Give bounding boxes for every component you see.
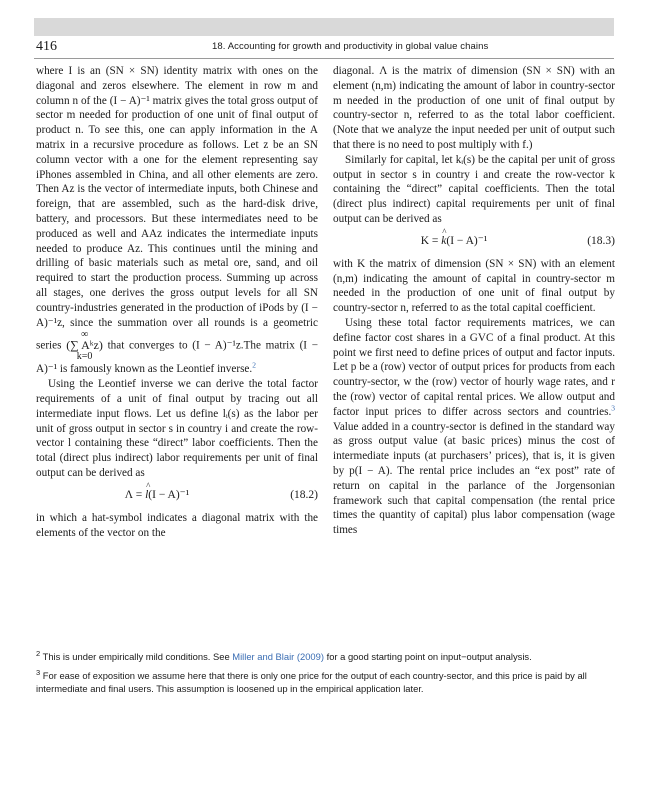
paragraph: in which a hat-symbol indicates a diagonal matrix with the elements of the vector on the — [36, 511, 318, 539]
paragraph: Using these total factor requirements matrices, we can define factor cost shares in a GVC of a final product. At this point we first need to define prices of output and factor inputs. Let p be a (row) vector of output prices for products from each country-sector, w the (row) vector of hourly wage rates, and r the (row) vector of capital rental prices. We allow output and factor input prices to differ across sectors and countries.$^3$ Value added in a country-sector is defined in the standard way as gross output value (at basic prices) minus the cost of intermediate inputs (at purchasers’ prices), that is, it is given by p(I − A). The rental price includes an “ex post” rate of return on capital in the parlance of the Jorgensonian framework such that capital compensation (the rental price times the quantity of capital) plus labor compensation (wage times — [333, 316, 615, 537]
geometric-series — [66, 330, 103, 362]
page-number: 416 — [36, 39, 57, 54]
left-column — [36, 64, 318, 540]
equation-number: (18.3) — [587, 234, 615, 247]
footnote-ref-2[interactable]: 2 — [252, 360, 256, 370]
footnote-3: $^3$ For ease of exposition we assume here that there is only one price for the output of each country-sector, and this price is paid by all intermediate and final users. This assumption is loosened up in the empirical application later. — [36, 667, 587, 694]
running-title: 18. Accounting for growth and productivity in global value chains — [212, 41, 489, 52]
series-expression: (∑ Aᵏz) — [66, 338, 103, 353]
header-rule — [34, 58, 614, 59]
footnote-mark: 3 — [36, 667, 41, 677]
hat-l: ^ l — [145, 488, 148, 503]
right-column — [333, 64, 615, 538]
equation-number: (18.2) — [290, 488, 318, 501]
equation-18-3 — [333, 231, 615, 253]
paragraph: Using the Leontief inverse we can derive the total factor requirements of a unit of final output by tracing out all intermediate input flows. Let us define lᵢ(s) as the labor per unit of gross output in sector s in country i and create the row-vector l containing these “direct” labor coefficients. Then the total (direct plus indirect) labor requirements per unit of final output can be derived as — [36, 378, 318, 479]
paragraph-text: where I is an (SN × SN) identity matrix with ones on the diagonal and zeros elsewhere. The element in row m and column n of the (I − A)⁻¹ matrix gives the total gross output of sector m needed for production of one unit of final output of product n. To see this, one can apply information in the A matrix in a recursive procedure as follows. Let z be an SN column vector with a one for the element representing say iPhones assembled in China, and all other elements are zero. Then Az is the vector of intermediate inputs, both Chinese and foreign, that are assembled, such as the hard-disk drive, battery, and processors. But these intermediates need to be produced as well and AAz indicates the intermediate inputs needed to produce Az. This continues until the mining and drilling of basic materials such as metal ore, sand, and oil required to start the production process. Summing up across all stages, one derives the gross output levels for all SN country-industries generated in the production of iPods by (I − A)⁻¹z, since the summation over all rounds is a geometric series — [36, 65, 318, 352]
series-upper-limit: ∞ — [80, 329, 89, 341]
footnote-ref-3[interactable]: 3 — [611, 403, 615, 412]
equation-18-2 — [36, 485, 318, 507]
hat-k: ^ k — [441, 234, 446, 249]
equation-expression: Λ = ^ l(I − A)⁻¹ — [36, 488, 278, 503]
footnote-2: $^2$ This is under empirically mild conditions. See Miller and Blair (2009) for a good starting point on input−output analysis. — [36, 648, 532, 662]
equation-expression: K = ^ k(I − A)⁻¹ — [333, 234, 575, 249]
header-band — [34, 18, 614, 36]
footnote-mark: 2 — [36, 648, 41, 658]
paragraph-text: that converges to (I − A)⁻¹z.The matrix (I − A)⁻¹ is famously known as the Leontief inverse. — [36, 339, 319, 376]
paragraph: with K the matrix of dimension (SN × SN) with an element (n,m) indicating the amount of capital in country-sector m needed in the production of one unit of final output by country-sector n, referred to as the total capital coefficient. — [333, 257, 615, 315]
paragraph: Similarly for capital, let kᵢ(s) be the capital per unit of gross output in sector s in country i and create the row-vector k containing the “direct” capital coefficients. Then the total (direct plus indirect) capital requirements per unit of final output can be derived as — [333, 153, 615, 225]
citation-link[interactable]: Miller and Blair (2009) — [232, 651, 324, 662]
footnotes — [36, 650, 614, 701]
series-lower-limit: k=0 — [76, 351, 93, 363]
paragraph: diagonal. Λ is the matrix of dimension (SN × SN) with an element (n,m) indicating the amount of labor in country-sector m needed in the production of one unit of final output by country-sector n, referred to as the total labor coefficient. (Note that we analyze the input needed per unit of output such that there is no need to post multiply with f.) — [333, 65, 615, 151]
paragraph — [36, 64, 318, 377]
